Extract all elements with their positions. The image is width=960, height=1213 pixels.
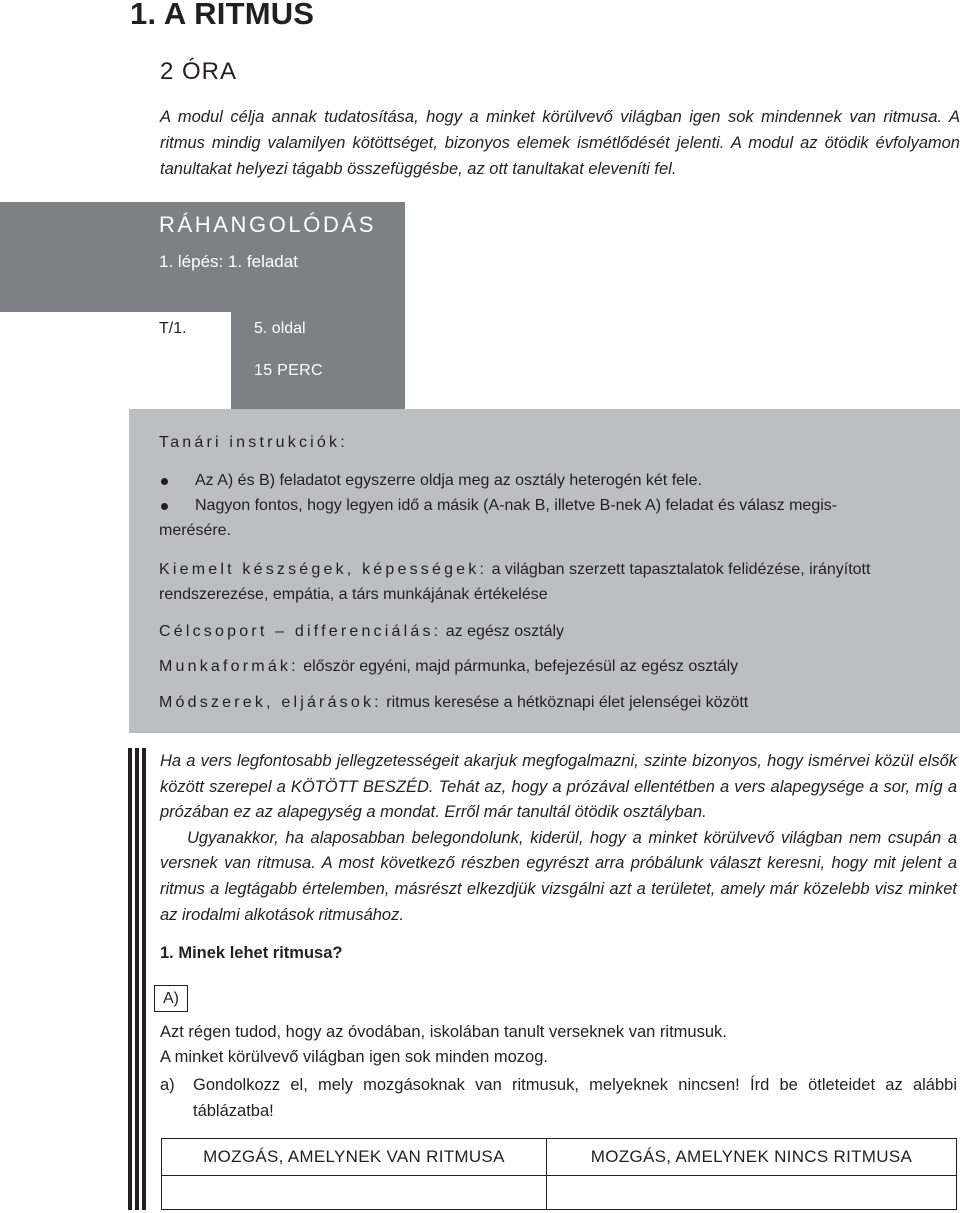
- lesson-hours: 2 ÓRA: [160, 58, 238, 85]
- time-estimate: 15 PERC: [254, 362, 323, 379]
- task-line-1: Azt régen tudod, hogy az óvodában, iskolában tanult verseknek van ritmusuk.: [160, 1023, 727, 1041]
- task-a: [160, 1072, 957, 1124]
- table-header-rhythmic: MOZGÁS, AMELYNEK VAN RITMUSA: [162, 1139, 547, 1176]
- methods: Módszerek, eljárások: ritmus keresése a hétköznapi élet jelenségei között: [159, 694, 749, 711]
- module-intro: A modul célja annak tudatosítása, hogy a minket körülvevő világban igen sok mindennek van ritmusa. A ritmus mindig valamilyen kötöttséget, bizonyos elemek ismétlődését jelenti. A modul az ötödik évfolyamon tanultakat helyezi tágabb összefüggésbe, az ott tanultakat eleveníti fel.: [160, 108, 960, 178]
- instruction-list: [159, 468, 929, 543]
- body-text: Ha a vers legfontosabb jellegzetességeit akarjuk megfogalmazni, szinte bizonyos, hogy ismérvei közül elsők között szerepel a KÖTÖTT BESZÉD. Tehát az, hogy a prózával ellentétben a vers alapegysége a sor, míg a prózában ez az alapegység a mondat. Erről már tanultál ötödik osztályban. Ugyanakkor, ha alaposabban belegondolunk, kiderül, hogy a minket körülvevő világban nem csupán a versnek van ritmusa. A most következő részben egyrészt arra próbálunk választ keresni, hogy mit jelent a ritmus a legtágabb értelemben, másrészt elkezdjük vizsgálni azt a területet, amely már közelebb visz minket az irodalmi alkotások ritmusához.: [160, 752, 957, 924]
- key-skills: Kiemelt készségek, képességek: a világban szerzett tapasztalatok felidézése, irányított rendszerezése, empátia, a társ munkájának értékelése: [159, 561, 871, 603]
- table-row: [162, 1176, 957, 1210]
- margin-bars: [128, 748, 148, 1210]
- page-reference: 5. oldal: [254, 320, 306, 337]
- question-title: 1. Minek lehet ritmusa?: [160, 944, 343, 962]
- target-group: Célcsoport – differenciálás: az egész osztály: [159, 623, 565, 640]
- table-header-non-rhythmic: MOZGÁS, AMELYNEK NINCS RITMUSA: [546, 1139, 956, 1176]
- task-a-mark: a): [160, 1076, 175, 1094]
- section-title: RÁHANGOLÓDÁS: [159, 212, 377, 237]
- bullet-icon: [161, 503, 168, 510]
- task-code: T/1.: [159, 320, 187, 337]
- answer-table: [161, 1138, 957, 1210]
- instructions-title: Tanári instrukciók:: [159, 434, 348, 451]
- bullet-icon: [161, 478, 168, 485]
- task-a-text: Gondolkozz el, mely mozgásoknak van ritmusuk, melyeknek nincsen! Írd be ötleteidet az alábbi táblázatba!: [193, 1076, 957, 1120]
- answer-cell[interactable]: [162, 1176, 547, 1210]
- task-label-box: A): [154, 985, 188, 1012]
- answer-cell[interactable]: [546, 1176, 956, 1210]
- chapter-title: 1. A RITMUS: [130, 0, 315, 31]
- list-item: Nagyon fontos, hogy legyen idő a másik (A-nak B, illetve B-nek A) feladat és válasz megis- merésére.: [159, 497, 838, 539]
- task-line-2: A minket körülvevő világban igen sok minden mozog.: [160, 1048, 548, 1066]
- list-item: Az A) és B) feladatot egyszerre oldja meg az osztály heterogén két fele.: [159, 468, 929, 493]
- step-label: 1. lépés: 1. feladat: [159, 252, 298, 271]
- work-forms: Munkaformák: először egyéni, majd pármunka, befejezésül az egész osztály: [159, 658, 739, 675]
